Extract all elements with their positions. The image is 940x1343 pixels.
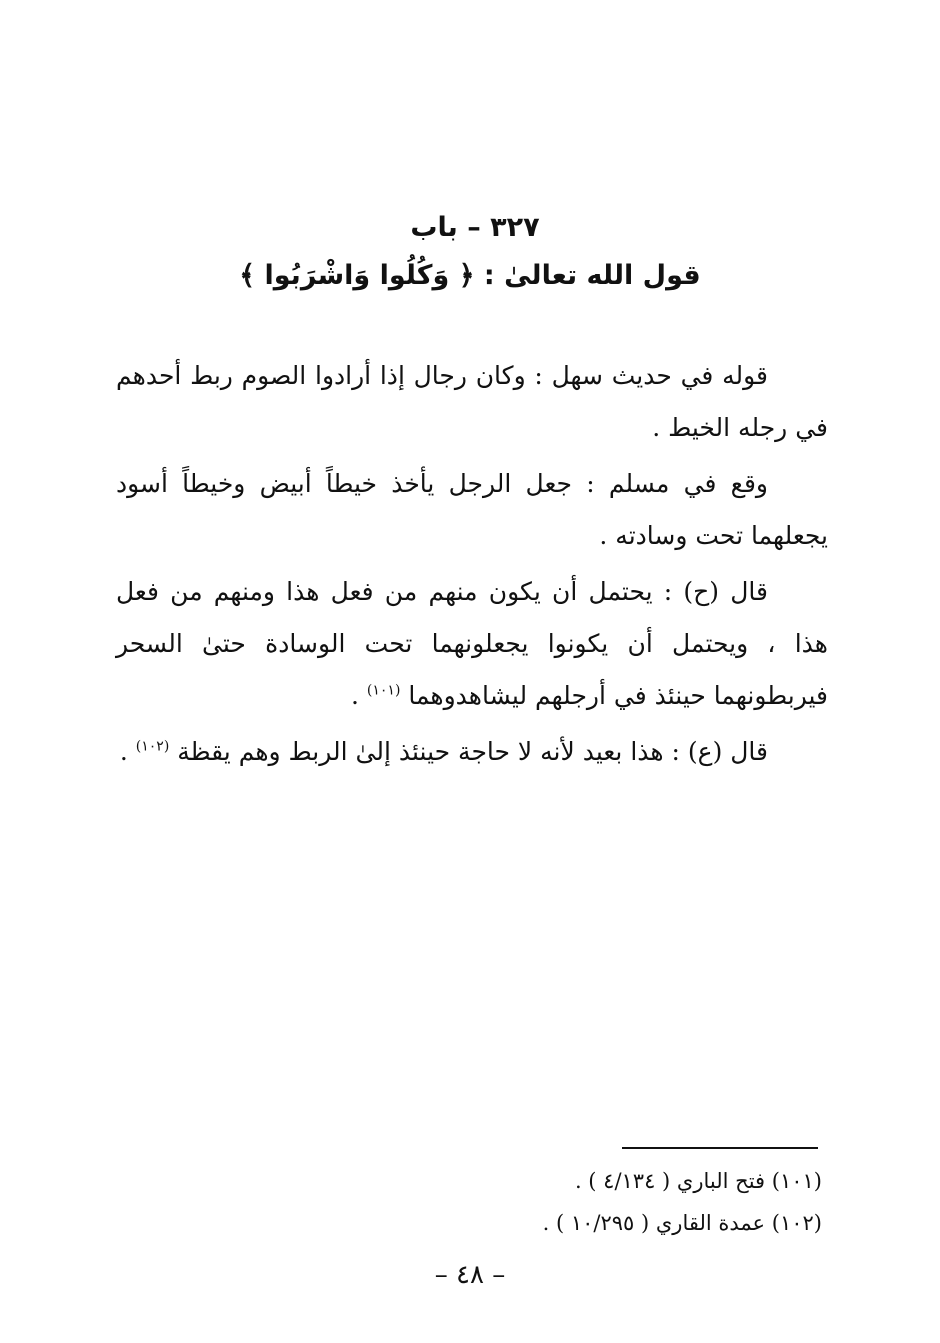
footnote-ref-101: (١٠١): [366, 682, 401, 699]
page-number: – ٤٨ –: [434, 1260, 506, 1290]
chapter-number: ٣٢٧ – باب: [410, 212, 540, 243]
paragraph-text: وقع في مسلم : جعل الرجل يأخذ خيطاً أبيض وخيطاً أسود يجعلهما تحت وسادته .: [116, 469, 828, 550]
body-text: [116, 350, 828, 782]
footnotes: [122, 1160, 822, 1244]
footnote-102: (١٠٢) عمدة القاري ( ١٠/٢٩٥ ) .: [542, 1211, 822, 1235]
paragraph-text: قال (ح) : يحتمل أن يكون منهم من فعل هذا ومنهم من فعل هذا ، ويحتمل أن يكونوا يجعلونهما تحت الوسادة حتىٰ السحر فيربطونهما حينئذ في أرجلهم ليشاهدوهما: [116, 577, 828, 710]
paragraph-3: [116, 566, 828, 722]
paragraph-text: قال (ع) : هذا بعيد لأنه لا حاجة حينئذ إلىٰ الربط وهم يقظة: [177, 737, 768, 766]
paragraph-1: [116, 350, 828, 454]
paragraph-end: .: [351, 681, 367, 710]
paragraph-4: [116, 726, 828, 778]
chapter-title: قول الله تعالىٰ : ﴿ وَكُلُوا وَاشْرَبُوا ﴾: [239, 260, 701, 291]
paragraph-2: [116, 458, 828, 562]
paragraph-text: قوله في حديث سهل : وكان رجال إذا أرادوا الصوم ربط أحدهم في رجله الخيط .: [116, 361, 828, 442]
paragraph-end: .: [119, 737, 136, 766]
footnote-ref-102: (١٠٢): [135, 738, 170, 755]
footnote-101: (١٠١) فتح الباري ( ٤/١٣٤ ) .: [574, 1169, 822, 1193]
footnote-divider: [622, 1147, 818, 1149]
